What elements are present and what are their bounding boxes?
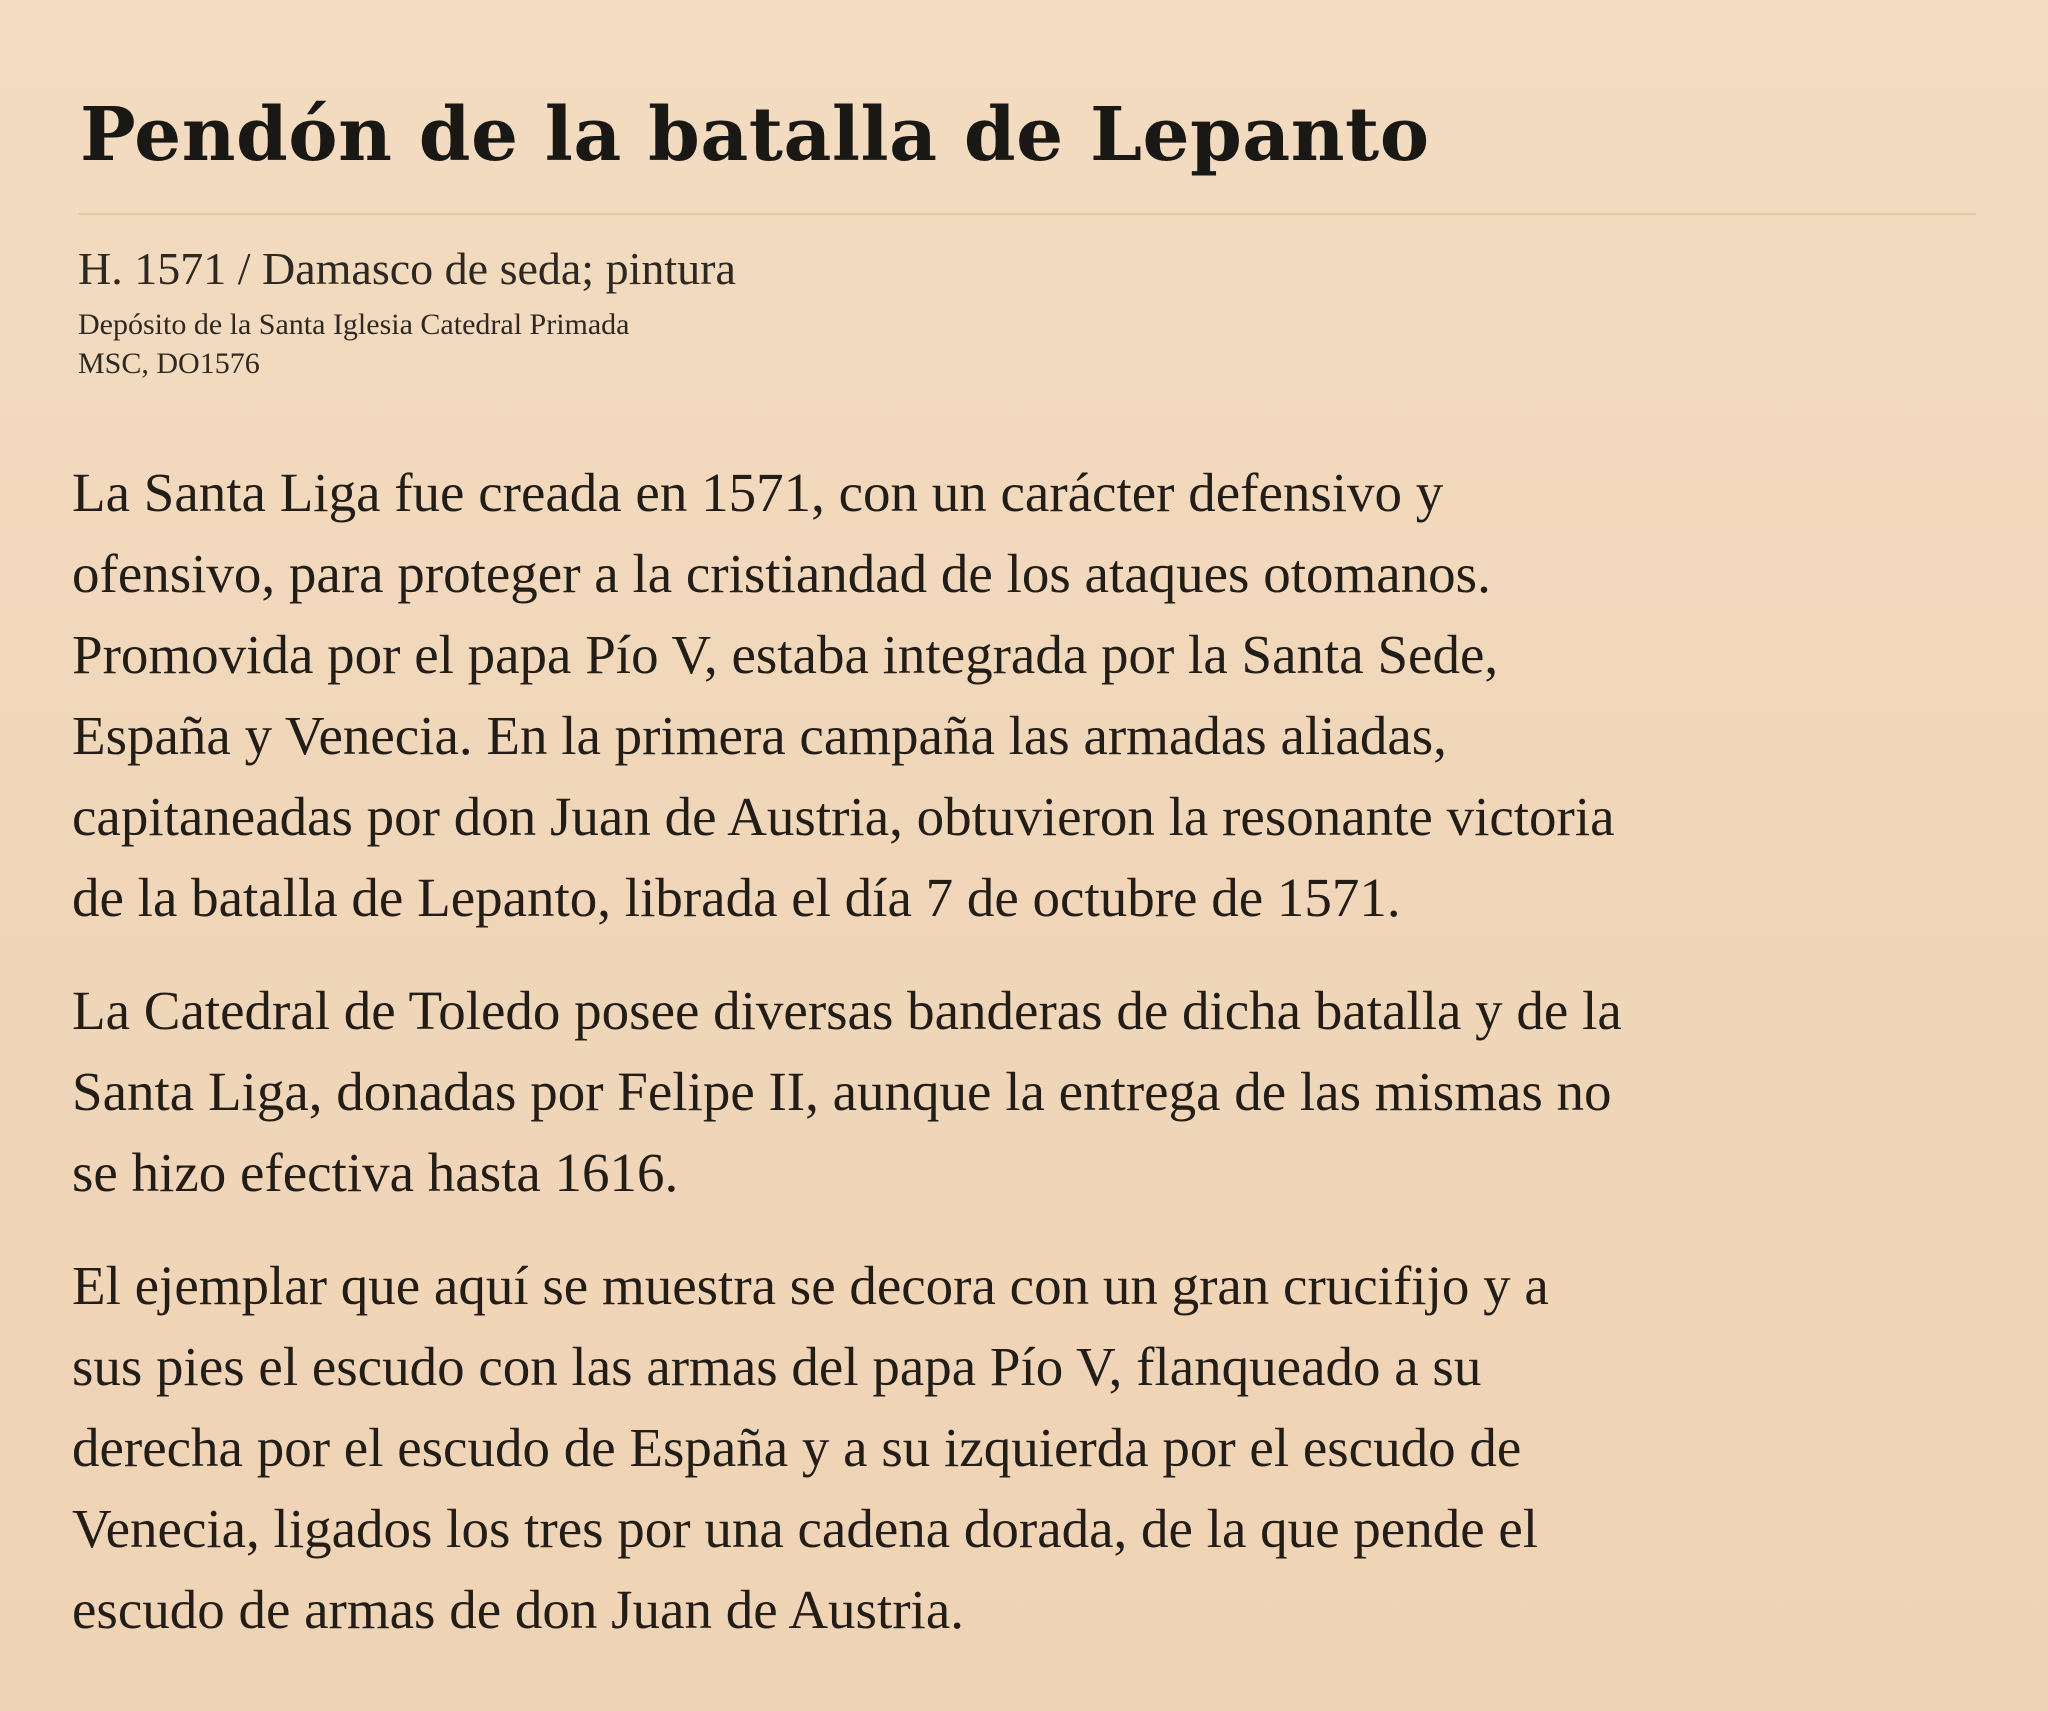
- paragraph-line: de la batalla de Lepanto, librada el día 7 de octubre de 1571.: [72, 867, 1401, 928]
- paragraph-line: La Catedral de Toledo posee diversas banderas de dicha batalla y de la: [72, 980, 1622, 1041]
- paragraph-line: Santa Liga, donadas por Felipe II, aunque la entrega de las mismas no: [72, 1061, 1612, 1122]
- paragraph-line: Venecia, ligados los tres por una cadena dorada, de la que pende el: [72, 1498, 1539, 1559]
- inventory-number: MSC, DO1576: [78, 346, 260, 380]
- description-body: [72, 452, 1992, 1682]
- paragraph-line: España y Venecia. En la primera campaña las armadas aliadas,: [72, 705, 1447, 766]
- paragraph-line: El ejemplar que aquí se muestra se decora con un gran crucifijo y a: [72, 1255, 1549, 1316]
- paragraph-line: La Santa Liga fue creada en 1571, con un carácter defensivo y: [72, 462, 1444, 523]
- artwork-metadata: [78, 244, 736, 383]
- paragraph-1: [72, 452, 1992, 938]
- paragraph-line: sus pies el escudo con las armas del papa Pío V, flanqueado a su: [72, 1336, 1482, 1397]
- paragraph-line: ofensivo, para proteger a la cristiandad de los ataques otomanos.: [72, 543, 1491, 604]
- placard-title: Pendón de la batalla de Lepanto: [80, 92, 1430, 178]
- paragraph-line: derecha por el escudo de España y a su izquierda por el escudo de: [72, 1417, 1522, 1478]
- paragraph-3: [72, 1245, 1992, 1650]
- date-material-line: H. 1571 / Damasco de seda; pintura: [78, 243, 736, 294]
- paragraph-line: capitaneadas por don Juan de Austria, obtuvieron la resonante victoria: [72, 786, 1615, 847]
- deposit-line: Depósito de la Santa Iglesia Catedral Primada: [78, 307, 630, 341]
- paragraph-line: Promovida por el papa Pío V, estaba integrada por la Santa Sede,: [72, 624, 1499, 685]
- paragraph-line: escudo de armas de don Juan de Austria.: [72, 1579, 964, 1640]
- paragraph-2: [72, 970, 1992, 1213]
- paragraph-line: se hizo efectiva hasta 1616.: [72, 1142, 679, 1203]
- title-divider: [78, 213, 1976, 215]
